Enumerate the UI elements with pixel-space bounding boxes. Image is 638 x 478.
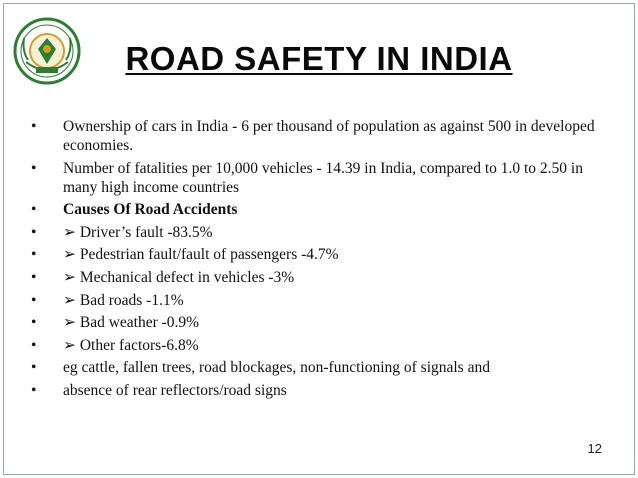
page-number: 12 bbox=[587, 441, 602, 456]
bullet-dot: • bbox=[31, 336, 37, 354]
slide-title: ROAD SAFETY IN INDIA bbox=[125, 40, 513, 77]
bullet-dot: • bbox=[31, 223, 37, 241]
bullet-item bbox=[31, 381, 611, 400]
bullet-text: eg cattle, fallen trees, road blockages, non-functioning of signals and bbox=[63, 359, 490, 377]
bullet-text: ➢ Pedestrian fault/fault of passengers -4.7% bbox=[63, 246, 339, 264]
bullet-text: Number of fatalities per 10,000 vehicles - 14.39 in India, compared to 1.0 to 2.50 in many high income countries bbox=[63, 159, 583, 196]
bullet-item bbox=[31, 291, 611, 310]
bullet-dot: • bbox=[31, 159, 37, 177]
bullet-text: ➢ Bad roads -1.1% bbox=[63, 291, 184, 309]
bullet-text: absence of rear reflectors/road signs bbox=[63, 381, 287, 399]
bullet-text: Ownership of cars in India - 6 per thousand of population as against 500 in developed economies. bbox=[63, 118, 595, 154]
bullet-dot: • bbox=[31, 201, 37, 219]
bullet-dot: • bbox=[31, 246, 37, 264]
bullet-item bbox=[31, 200, 611, 219]
bullet-item bbox=[31, 245, 611, 264]
bullet-text: ➢ Other factors-6.8% bbox=[63, 336, 199, 354]
bullet-item bbox=[31, 268, 611, 287]
bullet-dot: • bbox=[31, 291, 37, 309]
bullet-text: ➢ Driver’s fault -83.5% bbox=[63, 223, 213, 241]
bullet-item bbox=[31, 313, 611, 332]
bullet-text: Causes Of Road Accidents bbox=[63, 201, 238, 219]
bullet-list bbox=[31, 117, 611, 404]
bullet-text: ➢ Bad weather -0.9% bbox=[63, 314, 200, 332]
bullet-item bbox=[31, 336, 611, 355]
bullet-item bbox=[31, 223, 611, 242]
bullet-item bbox=[31, 159, 611, 197]
bullet-text: ➢ Mechanical defect in vehicles -3% bbox=[63, 268, 295, 286]
bullet-dot: • bbox=[31, 314, 37, 332]
bullet-dot: • bbox=[31, 381, 37, 399]
bullet-dot: • bbox=[31, 268, 37, 286]
bullet-dot: • bbox=[31, 118, 37, 135]
bullet-dot: • bbox=[31, 359, 37, 377]
bullet-item bbox=[31, 117, 611, 155]
bullet-item bbox=[31, 358, 611, 377]
